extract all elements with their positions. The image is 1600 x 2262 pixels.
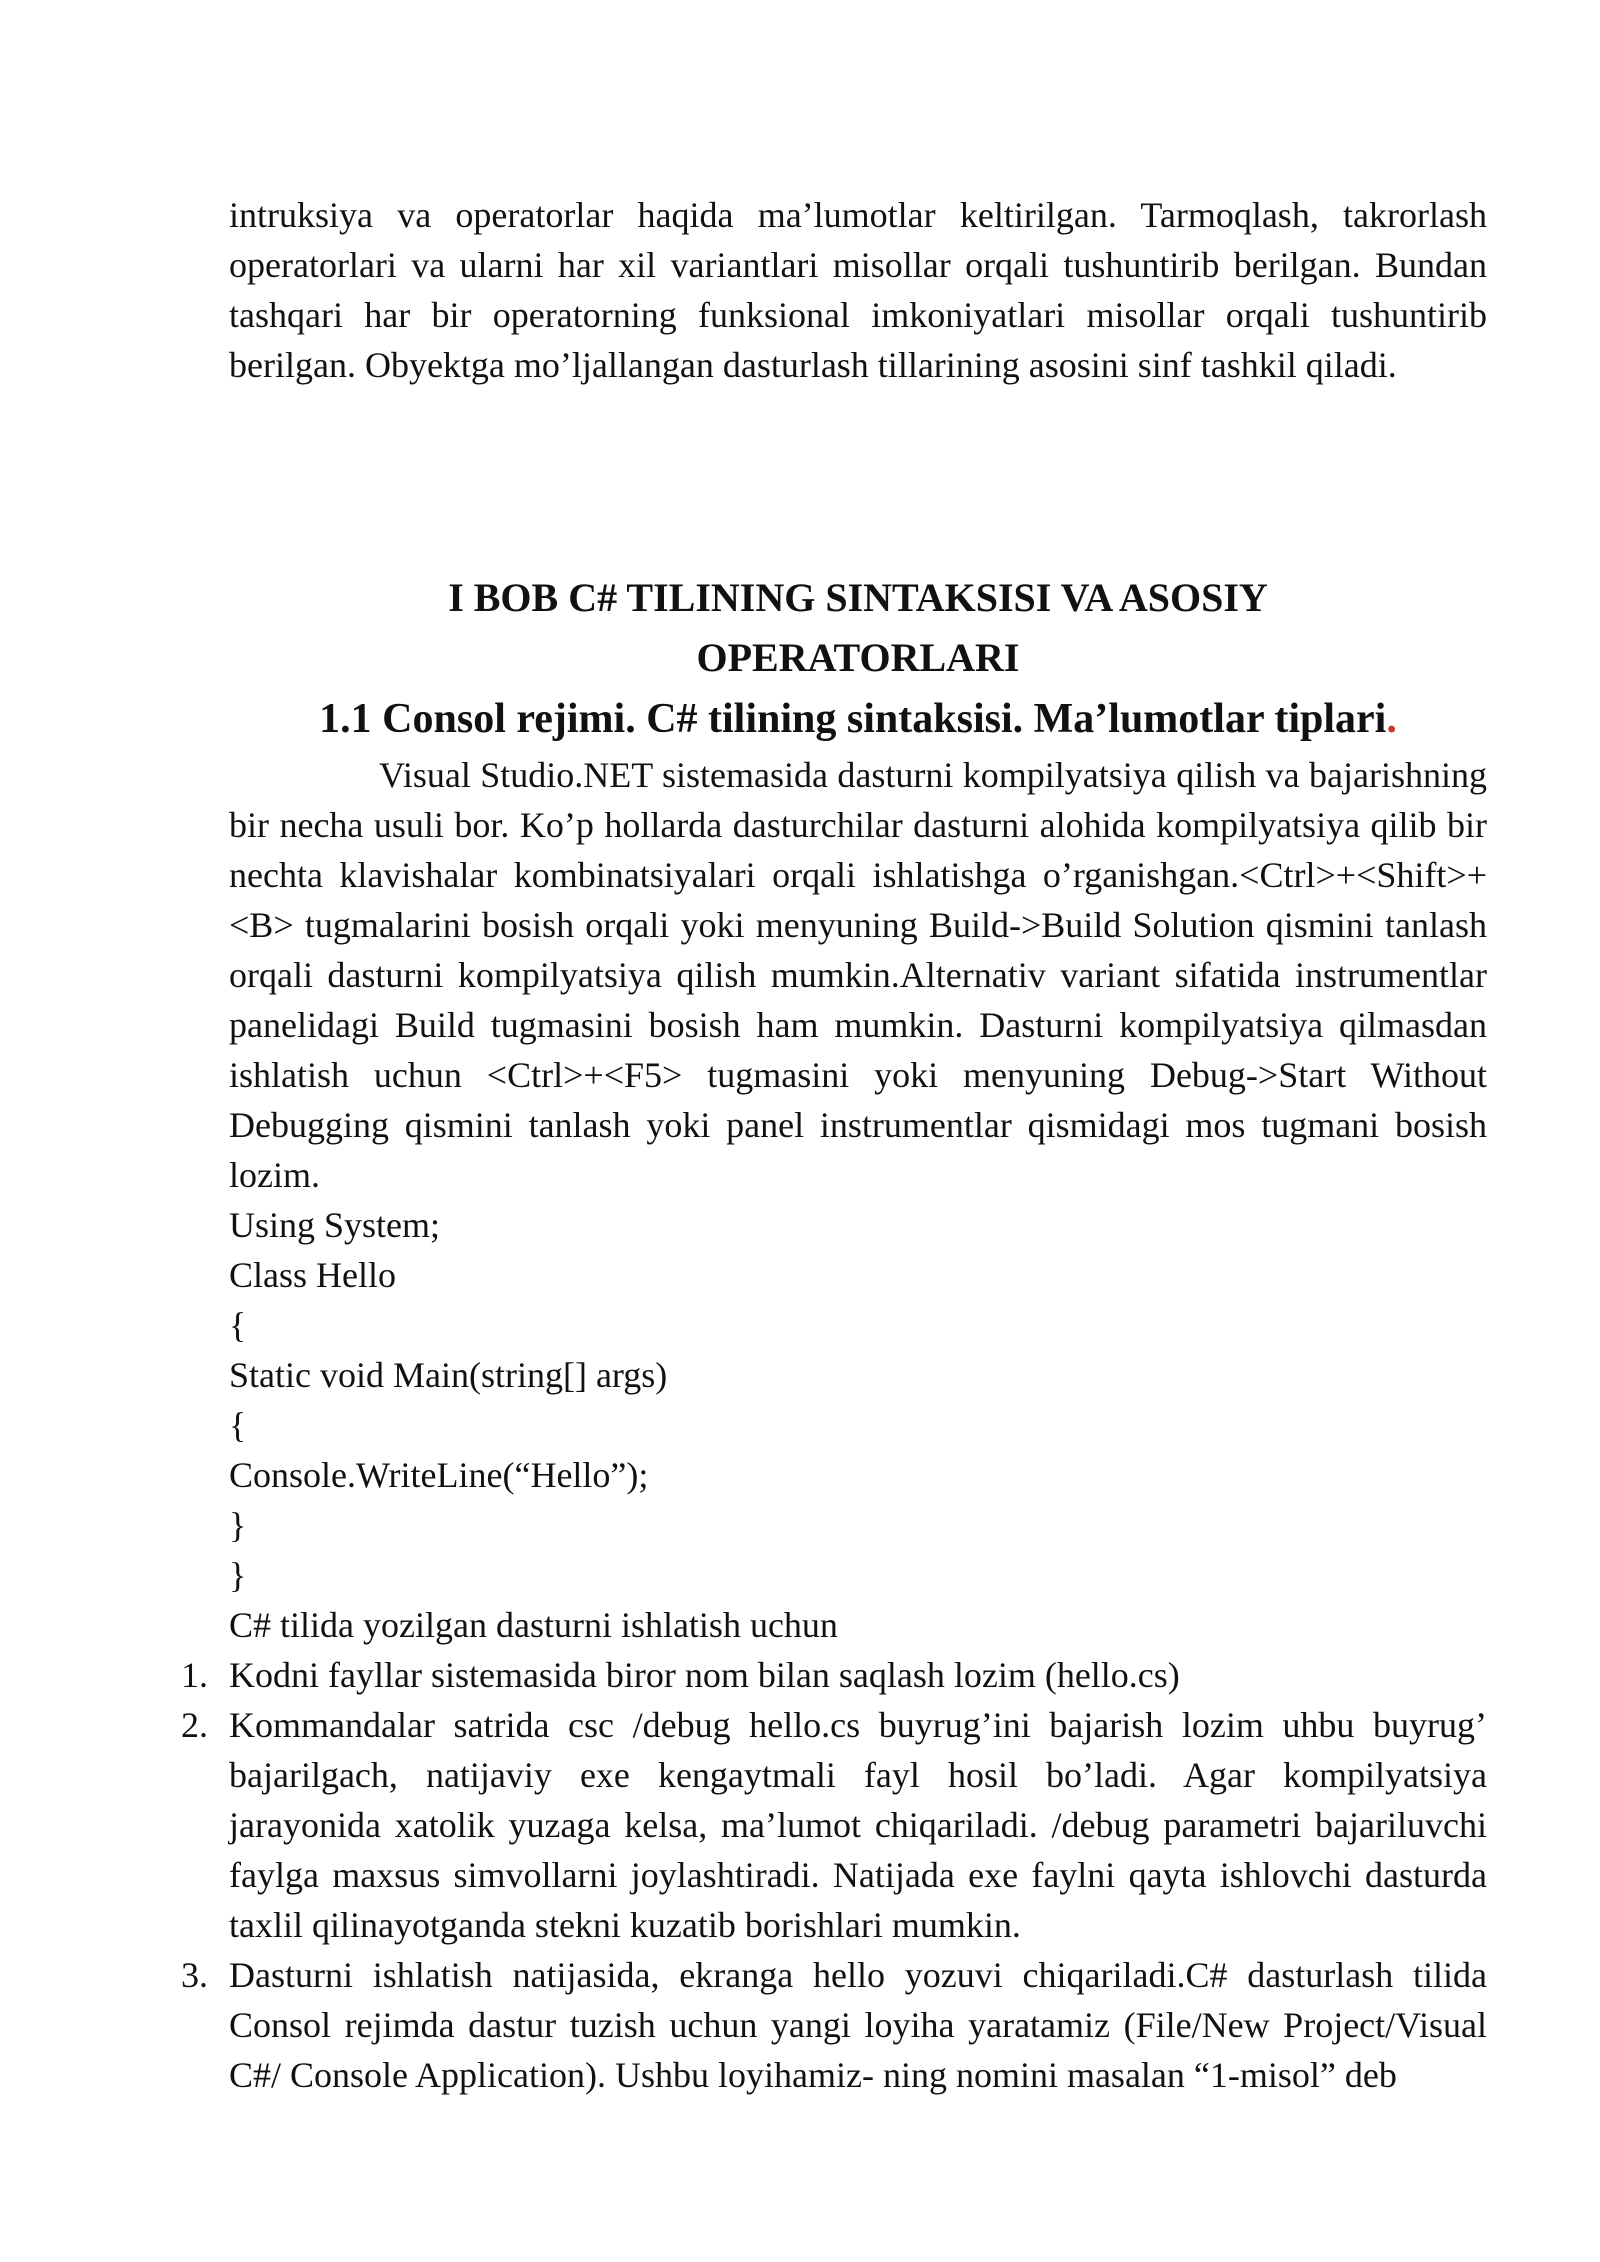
list-item-text: Dasturni ishlatish natijasida, ekranga hello yozuvi chiqariladi.C# dasturlash tilida Consol rejimda dastur tuzish uchun yangi loyiha yaratamiz (File/New Project/Visual C#/ Console Application). Ushbu loyihamiz- ning nomini masalan “1-misol” deb [229, 1955, 1487, 2095]
list-item-number: 2. [181, 1705, 208, 1745]
chapter-title [229, 568, 1487, 688]
list-item-number: 3. [181, 1955, 208, 1995]
document-page [181, 190, 1487, 2100]
code-line: Console.WriteLine(“Hello”); [229, 1455, 649, 1495]
list-item-number: 1. [181, 1655, 208, 1695]
list-item [181, 1950, 1487, 2100]
spacer [229, 390, 1487, 568]
section-title-text: 1.1 Consol rejimi. C# tilining sintaksisi. Ma’lumotlar tiplari [319, 696, 1387, 742]
intro-paragraph: intruksiya va operatorlar haqida ma’lumotlar keltirilgan. Tarmoqlash, takrorlash operatorlari va ularni har xil variantlari misollar orqali tushuntirib berilgan. Bundan tashqari har bir operatorning funksional imkoniyatlari misollar orqali tushuntirib berilgan. Obyektga mo’ljallangan dasturlash tillarining asosini sinf tashkil qiladi. [229, 195, 1487, 385]
code-line: Static void Main(string[] args) [229, 1355, 668, 1395]
section-title-period: . [1386, 696, 1397, 742]
section-title [229, 688, 1487, 750]
list-item-text: Kommandalar satrida csc /debug hello.cs buyrug’ini bajarish lozim uhbu buyrug’ bajarilgach, natijaviy exe kengaytmali fayl hosil bo’ladi. Agar kompilyatsiya jarayonida xatolik yuzaga kelsa, ma’lumot chiqariladi. /debug parametri bajariluvchi faylga maxsus simvollarni joylashtiradi. Natijada exe faylni qayta ishlovchi dasturda taxlil qilinayotganda stekni kuzatib borishlari mumkin. [229, 1705, 1487, 1945]
code-line: Class Hello [229, 1255, 396, 1295]
steps-intro: C# tilida yozilgan dasturni ishlatish uchun [229, 1605, 838, 1645]
code-line: Using System; [229, 1205, 441, 1245]
code-line: } [229, 1505, 247, 1545]
code-line: { [229, 1305, 247, 1345]
code-block [229, 1200, 1487, 1600]
steps-list [181, 1650, 1487, 2100]
list-item [181, 1650, 1487, 1700]
code-line: } [229, 1555, 247, 1595]
chapter-title-line2: OPERATORLARI [696, 635, 1020, 680]
list-item [181, 1700, 1487, 1950]
chapter-title-line1: I BOB C# TILINING SINTAKSISI VA ASOSIY [448, 575, 1268, 620]
body-paragraph: Visual Studio.NET sistemasida dasturni kompilyatsiya qilish va bajarishning bir necha usuli bor. Ko’p hollarda dasturchilar dasturni alohida kompilyatsiya qilib bir nechta klavishalar kombinatsiyalari orqali ishlatishga o’rganishgan.<Ctrl>+<Shift>+<B> tugmalarini bosish orqali yoki menyuning Build->Build Solution qismini tanlash orqali dasturni kompilyatsiya qilish mumkin.Alternativ variant sifatida instrumentlar panelidagi Build tugmasini bosish ham mumkin. Dasturni kompilyatsiya qilmasdan ishlatish uchun <Ctrl>+<F5> tugmasini yoki menyuning Debug->Start Without Debugging qismini tanlash yoki panel instrumentlar qismidagi mos tugmani bosish lozim. [229, 755, 1487, 1195]
code-line: { [229, 1405, 247, 1445]
list-item-text: Kodni fayllar sistemasida biror nom bilan saqlash lozim (hello.cs) [229, 1655, 1180, 1695]
